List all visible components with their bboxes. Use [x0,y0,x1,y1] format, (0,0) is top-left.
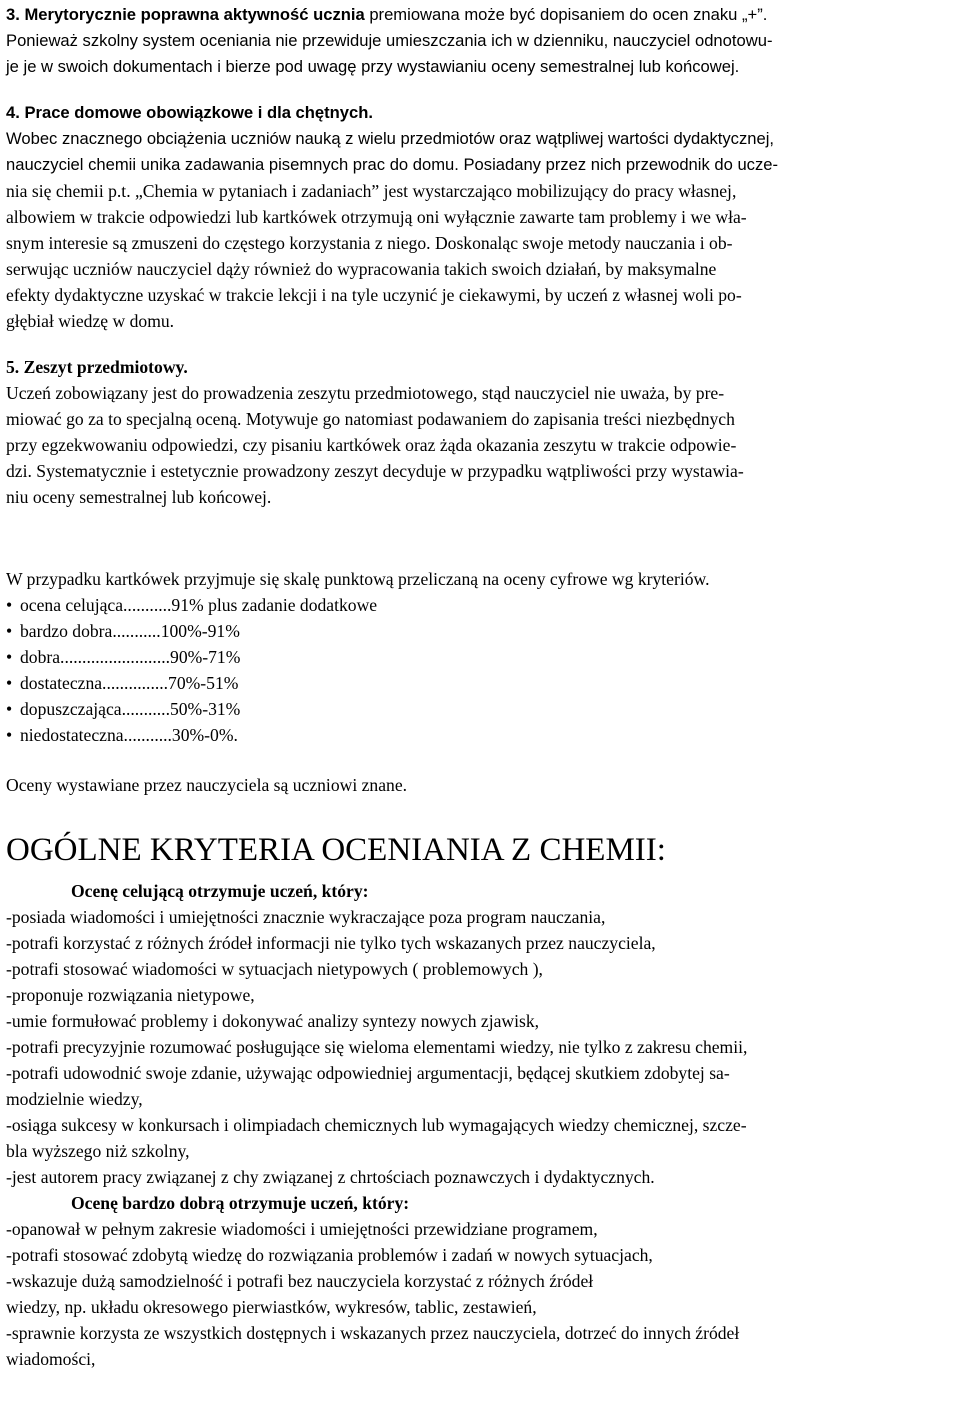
criteria-section [6,830,956,1372]
grade-item [6,722,956,748]
quiz-scale-intro: W przypadku kartkówek przyjmuje się skalę punktową przeliczaną na oceny cyfrowe wg kryteriów. [6,569,710,589]
section-3-text: premiowana może być dopisaniem do ocen znaku „+”. [364,5,768,24]
criteria-line: modzielnie wiedzy, [6,1089,143,1109]
section-4-line: głębiał wiedzę w domu. [6,311,175,331]
bullet-icon: • [6,699,13,719]
criteria-line: wiadomości, [6,1349,96,1369]
section-3-heading: 3. Merytorycznie poprawna aktywność ucznia [6,5,365,24]
celujaca-heading: Ocenę celującą otrzymuje uczeń, który: [71,881,369,901]
criteria-line: -potrafi stosować zdobytą wiedzę do rozwiązania problemów i zadań w nowych sytuacjach, [6,1245,653,1265]
criteria-line: wiedzy, np. układu okresowego pierwiastków, wykresów, tablic, zestawień, [6,1297,537,1317]
section-4-line: nia się chemii p.t. „Chemia w pytaniach i zadaniach” jest wystarczająco mobilizujący do pracy własnej, [6,181,737,201]
grade-text: dopuszczająca...........50%-31% [20,699,241,719]
criteria-line: bla wyższego niż szkolny, [6,1141,190,1161]
grade-item [6,696,956,722]
document-page [6,2,956,1372]
grade-text: bardzo dobra...........100%-91% [20,621,240,641]
grade-text: dostateczna...............70%-51% [20,673,239,693]
section-5-line: miować go za to specjalną oceną. Motywuje go natomiast podawaniem do zapisania treści niezbędnych [6,409,735,429]
section-4 [6,100,956,334]
section-4-heading: 4. Prace domowe obowiązkowe i dla chętnych. [6,103,374,122]
grade-text: ocena celująca...........91% plus zadanie dodatkowe [20,595,378,615]
section-5-line: Uczeń zobowiązany jest do prowadzenia zeszytu przedmiotowego, stąd nauczyciel nie uważa, by pre- [6,383,725,403]
criteria-line: -osiąga sukcesy w konkursach i olimpiadach chemicznych lub wymagających wiedzy chemicznej, szcze- [6,1115,747,1135]
section-4-line: albowiem w trakcie odpowiedzi lub kartkówek otrzymują oni wyłącznie zawarte tam problemy i we wła- [6,207,747,227]
bullet-icon: • [6,647,13,667]
quiz-scale-note: Oceny wystawiane przez nauczyciela są uczniowi znane. [6,775,408,795]
section-5-line: dzi. Systematycznie i estetycznie prowadzony zeszyt decyduje w przypadku wątpliwości przy wystawia- [6,461,744,481]
criteria-line: -proponuje rozwiązania nietypowe, [6,985,255,1005]
bullet-icon: • [6,621,13,641]
section-4-line: efekty dydaktyczne uzyskać w trakcie lekcji i na tyle uczynić je ciekawymi, by uczeń z własnej woli po- [6,285,742,305]
section-5-line: niu oceny semestralnej lub końcowej. [6,487,272,507]
grade-item [6,644,956,670]
grade-text: niedostateczna...........30%-0%. [20,725,238,745]
grade-list [6,592,956,748]
criteria-line: -opanował w pełnym zakresie wiadomości i umiejętności przewidziane programem, [6,1219,598,1239]
section-3-line: Ponieważ szkolny system oceniania nie przewiduje umieszczania ich w dzienniku, nauczyciel odnotowu- [6,31,773,50]
criteria-line: -potrafi udowodnić swoje zdanie, używając odpowiedniej argumentacji, będącej skutkiem zdobytej sa- [6,1063,730,1083]
section-4-body [6,126,956,178]
grade-item [6,592,956,618]
criteria-line: -potrafi korzystać z różnych źródeł informacji nie tylko tych wskazanych przez nauczyciela, [6,933,656,953]
bullet-icon: • [6,673,13,693]
criteria-line: -potrafi stosować wiadomości w sytuacjach nietypowych ( problemowych ), [6,959,543,979]
grade-item [6,618,956,644]
section-5 [6,354,956,510]
criteria-line: -potrafi precyzyjnie rozumować posługujące się wieloma elementami wiedzy, nie tylko z zakresu chemii, [6,1037,748,1057]
criteria-line: -sprawnie korzysta ze wszystkich dostępnych i wskazanych przez nauczyciela, dotrzeć do innych źródeł [6,1323,740,1343]
grade-text: dobra.........................90%-71% [20,647,241,667]
criteria-line: -wskazuje dużą samodzielność i potrafi bez nauczyciela korzystać z różnych źródeł [6,1271,594,1291]
criteria-line: -umie formułować problemy i dokonywać analizy syntezy nowych zjawisk, [6,1011,540,1031]
section-3-line: je je w swoich dokumentach i bierze pod uwagę przy wystawianiu oceny semestralnej lub końcowej. [6,57,740,76]
grade-item [6,670,956,696]
criteria-line: -posiada wiadomości i umiejętności znacznie wykraczające poza program nauczania, [6,907,606,927]
section-5-heading: 5. Zeszyt przedmiotowy. [6,357,188,377]
section-4-line: nauczyciel chemii unika zadawania pisemnych prac do domu. Posiadany przez nich przewodnik do ucze- [6,155,779,174]
quiz-scale [6,566,956,798]
section-4-line: snym interesie są zmuszeni do częstego korzystania z niego. Doskonaląc swoje metody nauczania i ob- [6,233,733,253]
section-4-line: Wobec znacznego obciążenia uczniów nauką z wielu przedmiotów oraz wątpliwej wartości dydaktycznej, [6,129,774,148]
bardzo-dobra-heading: Ocenę bardzo dobrą otrzymuje uczeń, który: [71,1193,410,1213]
section-4-line: serwując uczniów nauczyciel dąży również do wypracowania takich swoich działań, by maksymalne [6,259,717,279]
bullet-icon: • [6,725,13,745]
section-3 [6,2,956,80]
criteria-title: OGÓLNE KRYTERIA OCENIANIA Z CHEMII: [6,832,666,868]
criteria-line: -jest autorem pracy związanej z chy związanej z chrtościach poznawczych i dydaktycznych. [6,1167,655,1187]
section-5-line: przy egzekwowaniu odpowiedzi, czy pisaniu kartkówek oraz żąda okazania zeszytu w trakcie odpowie- [6,435,737,455]
section-3-line [6,2,956,28]
bullet-icon: • [6,595,13,615]
